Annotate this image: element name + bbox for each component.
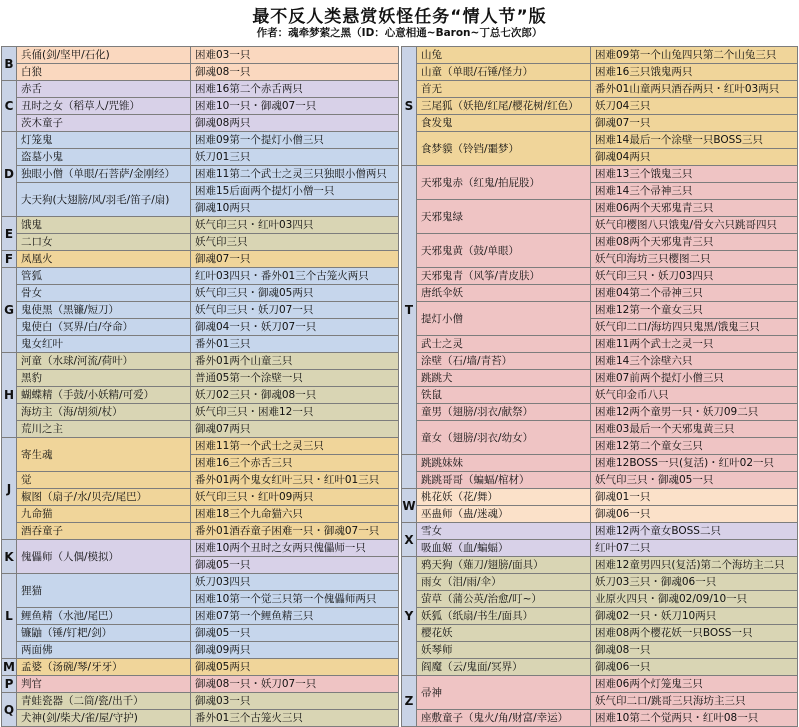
monster-name: 海坊主（海/胡须/杖） [17,404,191,421]
page-subtitle: 作者：魂牵梦萦之黑（ID：心意相通~Baron~丁总七次郎） [256,27,543,39]
table-row [2,353,399,370]
monster-name: 吸血姬（血/蝙蝠） [417,540,591,557]
task-location: 困难07前两个提灯小僧三只 [591,370,798,387]
table-row [2,710,399,727]
monster-name: 白狼 [17,64,191,81]
task-location: 妖气印三只・御魂05两只 [191,285,399,302]
table-row [402,115,798,132]
table-row [402,166,798,183]
monster-name: 二口女 [17,234,191,251]
monster-name: 跳跳犬 [417,370,591,387]
table-row [402,523,798,540]
table-row [402,234,798,251]
table-row [2,574,399,591]
task-location: 妖气印金币八只 [591,387,798,404]
task-location: 御魂09两只 [191,642,399,659]
monster-name: 椒图（扇子/水/贝壳/尾巴） [17,489,191,506]
table-row [2,132,399,149]
task-location: 困难03最后一个天邪鬼黄三只 [591,421,798,438]
monster-name: 帚神 [417,676,591,710]
letter-index: F [2,251,17,268]
monster-name: 灯笼鬼 [17,132,191,149]
task-location: 番外01山童两只酒吞两只・红叶03两只 [591,81,798,98]
task-location: 困难16第二个赤舌两只 [191,81,399,98]
letter-index: Q [2,693,17,727]
table-row [402,506,798,523]
letter-index: Y [402,557,417,676]
task-location: 番外01三个古笼火三只 [191,710,399,727]
monster-name: 阎魔（云/鬼面/冥界） [417,659,591,676]
table-row [2,149,399,166]
task-location: 御魂03一只 [191,693,399,710]
monster-name: 武士之灵 [417,336,591,353]
monster-name: 大天狗(大翅膀/风/羽毛/笛子/扇) [17,183,191,217]
monster-name: 寄生魂 [17,438,191,472]
task-location: 困难15后面两个提灯小僧一只 [191,183,399,200]
task-location: 妖气印三只・妖刀03四只 [591,268,798,285]
table-row [2,642,399,659]
monster-name: 涂壁（石/墙/青苔） [417,353,591,370]
monster-name: 樱花妖 [417,625,591,642]
task-location: 红叶03四只・番外01三个古笼火两只 [191,268,399,285]
task-location: 困难03一只 [191,47,399,64]
letter-index: G [2,268,17,353]
table-row [2,625,399,642]
monster-name: 鬼女红叶 [17,336,191,353]
monster-name: 跳跳哥哥（蝙蝠/棺材） [417,472,591,489]
table-row [402,574,798,591]
task-location: 困难12第一个童女三只 [591,302,798,319]
task-location: 妖气印三只・红叶03四只 [191,217,399,234]
monster-name: 萤草（蒲公英/治愈/叮~） [417,591,591,608]
letter-index: B [2,47,17,81]
table-row [2,98,399,115]
task-location: 困难14三个帚神三只 [591,183,798,200]
task-location: 普通05第一个涂壁一只 [191,370,399,387]
right-task-table [401,46,798,727]
table-row [2,676,399,693]
task-location: 困难11两个武士之灵一只 [591,336,798,353]
task-location: 困难10第二个觉两只・红叶08一只 [591,710,798,727]
letter-index: M [3,660,15,674]
table-row [2,319,399,336]
task-location: 御魂08两只 [191,115,399,132]
task-location: 御魂08一只 [191,64,399,81]
table-row [402,421,798,438]
task-location: 御魂04一只・妖刀07一只 [191,319,399,336]
letter-index: Z [402,676,417,727]
monster-name: 青蛙瓷器（二筒/瓷/出千） [17,693,191,710]
table-row [2,336,399,353]
table-row [2,523,399,540]
table-row [402,642,798,659]
monster-name: 傀儡师（人偶/模拟） [17,540,191,574]
task-location: 妖气印二口/海坊四只鬼黑/饿鬼三只 [591,319,798,336]
monster-name: 三尾狐（妖艳/红尾/樱花树/红色） [417,98,591,115]
table-row [402,387,798,404]
monster-name: 首无 [417,81,591,98]
task-location: 困难11第一个武士之灵三只 [191,438,399,455]
task-location: 御魂01一只 [591,489,798,506]
letter-index: J [2,438,17,540]
table-row [402,557,798,574]
table-row [2,285,399,302]
letter-index: H [2,353,17,438]
task-location: 妖气印海坊三只樱图二只 [591,251,798,268]
task-location: 御魂05一只 [191,557,399,574]
monster-name: 荒川之主 [17,421,191,438]
monster-name: 骨女 [17,285,191,302]
task-location: 困难18三个九命猫六只 [191,506,399,523]
monster-name: 犬神(剑/柴犬/雀/屋/守护) [17,710,191,727]
monster-name: 山兔 [417,47,591,64]
monster-name: 童女（翅膀/羽衣/幼女） [417,421,591,455]
table-row [2,64,399,81]
monster-name: 孟婆（汤碗/琴/牙牙） [17,659,191,676]
table-row [2,540,399,557]
table-row [402,302,798,319]
table-row [2,370,399,387]
table-row [402,608,798,625]
task-location: 困难16三个赤舌三只 [191,455,399,472]
task-location: 困难10第一个觉三只第一个傀儡师两只 [191,591,399,608]
letter-index: T [402,166,417,455]
table-row [402,455,798,472]
task-location: 困难12童男四只(复活)第二个海坊主二只 [591,557,798,574]
monster-name: 鲤鱼精（水池/尾巴） [17,608,191,625]
task-location: 御魂05一只 [191,625,399,642]
letter-index: D [2,132,17,217]
table-row [402,540,798,557]
task-location: 妖气印樱图八只饿鬼/骨女六只跳哥四只 [591,217,798,234]
monster-name: 提灯小僧 [417,302,591,336]
table-row [2,234,399,251]
table-row [402,404,798,421]
monster-name: 盗墓小鬼 [17,149,191,166]
monster-name: 判官 [17,676,191,693]
task-location: 御魂05两只 [191,659,399,676]
task-location: 御魂07一只 [191,251,399,268]
monster-name: 妖琴师 [417,642,591,659]
monster-name: 兵俑(剑/坚甲/石化) [17,47,191,64]
task-location: 妖气印二口/跳哥三只海坊主三只 [591,693,798,710]
task-location: 御魂02一只・妖刀10两只 [591,608,798,625]
monster-name: 鬼使白（冥界/白/夺命） [17,319,191,336]
task-location: 妖气印三只・御魂05一只 [591,472,798,489]
monster-name: 铁鼠 [417,387,591,404]
task-location: 困难11第二个武士之灵三只独眼小僧两只 [191,166,399,183]
monster-name: 桃花妖（花/舞） [417,489,591,506]
task-location: 困难07第一个鲤鱼精三只 [191,608,399,625]
monster-name: 酒吞童子 [17,523,191,540]
monster-name: 赤舌 [17,81,191,98]
table-row [402,64,798,81]
task-location: 御魂08一只 [591,642,798,659]
monster-name: 童男（翅膀/羽衣/献祭） [417,404,591,421]
task-location: 御魂07两只 [191,421,399,438]
left-task-table [1,46,399,727]
task-location: 御魂10两只 [191,200,399,217]
task-location: 困难10一只・御魂07一只 [191,98,399,115]
table-row [402,98,798,115]
monster-name: 茨木童子 [17,115,191,132]
monster-name: 食梦貘（铃铛/噩梦） [417,132,591,166]
table-row [402,625,798,642]
table-row [2,404,399,421]
task-location: 御魂08一只・妖刀07一只 [191,676,399,693]
monster-name: 蝴蝶精（手鼓/小妖精/可爱） [17,387,191,404]
task-location: 御魂06一只 [591,506,798,523]
monster-name: 九命猫 [17,506,191,523]
table-row [402,676,798,693]
monster-name: 饿鬼 [17,217,191,234]
table-row [402,132,798,149]
task-location: 番外01三只 [191,336,399,353]
monster-name: 巫蛊师（蛊/迷魂） [417,506,591,523]
table-row [2,268,399,285]
task-location: 困难12两个童女BOSS二只 [591,523,798,540]
table-row [2,608,399,625]
task-location: 妖气印三只・红叶09两只 [191,489,399,506]
monster-name: 天邪鬼绿 [417,200,591,234]
table-row [2,166,399,183]
table-row [402,489,798,506]
letter-index: W [402,489,417,523]
task-location: 困难08两个樱花妖一只BOSS一只 [591,625,798,642]
monster-name: 山童（单眼/石锤/怪力） [417,64,591,81]
monster-name: 镰鼬（锤/钉耙/剑） [17,625,191,642]
table-row [2,47,399,64]
task-location: 困难12BOSS一只(复活)・红叶02一只 [591,455,798,472]
task-location: 困难14最后一个涂壁一只BOSS三只 [591,132,798,149]
letter-index: C [2,81,17,132]
task-location: 御魂06一只 [591,659,798,676]
task-location: 番外01酒吞童子困难一只・御魂07一只 [191,523,399,540]
letter-index: S [402,47,417,166]
letter-index: L [2,574,17,659]
page-title: 最不反人类悬赏妖怪任务“情人节”版 [252,7,547,27]
table-row [2,506,399,523]
table-row [2,387,399,404]
monster-name: 黑豹 [17,370,191,387]
table-row [2,489,399,506]
left-column [1,46,399,727]
task-location: 困难06两个天邪鬼青三只 [591,200,798,217]
letter-index: P [2,676,17,693]
task-location: 困难12两个童男一只・妖刀09二只 [591,404,798,421]
task-location: 红叶07二只 [591,540,798,557]
monster-name: 狸猫 [17,574,191,608]
right-column [401,46,798,727]
table-row [2,251,399,268]
task-location: 妖刀02三只・御魂08一只 [191,387,399,404]
task-location: 妖刀01三只 [191,149,399,166]
table-row [2,659,399,676]
table-row [402,81,798,98]
task-location: 困难06两个灯笼鬼三只 [591,676,798,693]
monster-name: 雨女（泪/雨/伞） [417,574,591,591]
table-row [2,115,399,132]
header [0,0,799,46]
monster-name: 管狐 [17,268,191,285]
table-row [402,268,798,285]
task-location: 困难12第二个童女三只 [591,438,798,455]
task-location: 妖气印三只 [191,234,399,251]
task-location: 困难08两个天邪鬼青三只 [591,234,798,251]
monster-name: 丑时之女（稻草人/咒锥） [17,98,191,115]
monster-name: 食发鬼 [417,115,591,132]
task-location: 御魂07一只 [591,115,798,132]
letter-index: K [2,540,17,574]
letter-index [402,455,417,489]
task-location: 困难04第二个帚神三只 [591,285,798,302]
table-row [402,659,798,676]
monster-name: 觉 [17,472,191,489]
table-row [2,183,399,200]
table-row [2,693,399,710]
table-row [2,438,399,455]
monster-name: 座敷童子（鬼火/角/财富/幸运） [417,710,591,727]
table-row [2,302,399,319]
table-row [402,353,798,370]
task-location: 困难09第一个山兔四只第二个山兔三只 [591,47,798,64]
monster-name: 跳跳妹妹 [417,455,591,472]
table-row [2,81,399,98]
letter-index: X [402,523,417,557]
monster-name: 凤凰火 [17,251,191,268]
table-row [402,472,798,489]
monster-name: 河童（水球/河流/荷叶） [17,353,191,370]
letter-index: E [2,217,17,251]
task-location: 妖气印三只・困难12一只 [191,404,399,421]
monster-name: 妖狐（纸扇/书生/面具） [417,608,591,625]
table-row [2,421,399,438]
task-location: 困难16三只饿鬼两只 [591,64,798,81]
table-row [402,47,798,64]
task-location: 番外01两个鬼女红叶三只・红叶01三只 [191,472,399,489]
task-location: 妖气印三只・妖刀07一只 [191,302,399,319]
table-row [402,591,798,608]
task-location: 业原火四只・御魂02/09/10一只 [591,591,798,608]
monster-name: 天邪鬼赤（红鬼/拍屁股） [417,166,591,200]
monster-name: 鸦天狗（薙刀/翅膀/面具） [417,557,591,574]
task-location: 困难13三个饿鬼三只 [591,166,798,183]
task-location: 妖刀03四只 [191,574,399,591]
task-location: 困难10两个丑时之女两只傀儡师一只 [191,540,399,557]
table-row [402,285,798,302]
table-row [402,336,798,353]
monster-name: 天邪鬼黄（鼓/单眼） [417,234,591,268]
table-row [2,217,399,234]
monster-name: 独眼小僧（单眼/石菩萨/金刚经） [17,166,191,183]
monster-name: 鬼使黑（黑镰/短刀） [17,302,191,319]
table-row [2,472,399,489]
table-row [402,200,798,217]
task-location: 御魂04两只 [591,149,798,166]
table-row [402,370,798,387]
task-location: 妖刀04三只 [591,98,798,115]
monster-name: 两面佛 [17,642,191,659]
table-row [402,710,798,727]
monster-name: 唐纸伞妖 [417,285,591,302]
monster-name: 天邪鬼青（风筝/青皮肤） [417,268,591,285]
task-location: 困难09第一个提灯小僧三只 [191,132,399,149]
task-location: 妖刀03三只・御魂06一只 [591,574,798,591]
monster-name: 雪女 [417,523,591,540]
task-location: 困难14三个涂壁六只 [591,353,798,370]
task-location: 番外01两个山童三只 [191,353,399,370]
